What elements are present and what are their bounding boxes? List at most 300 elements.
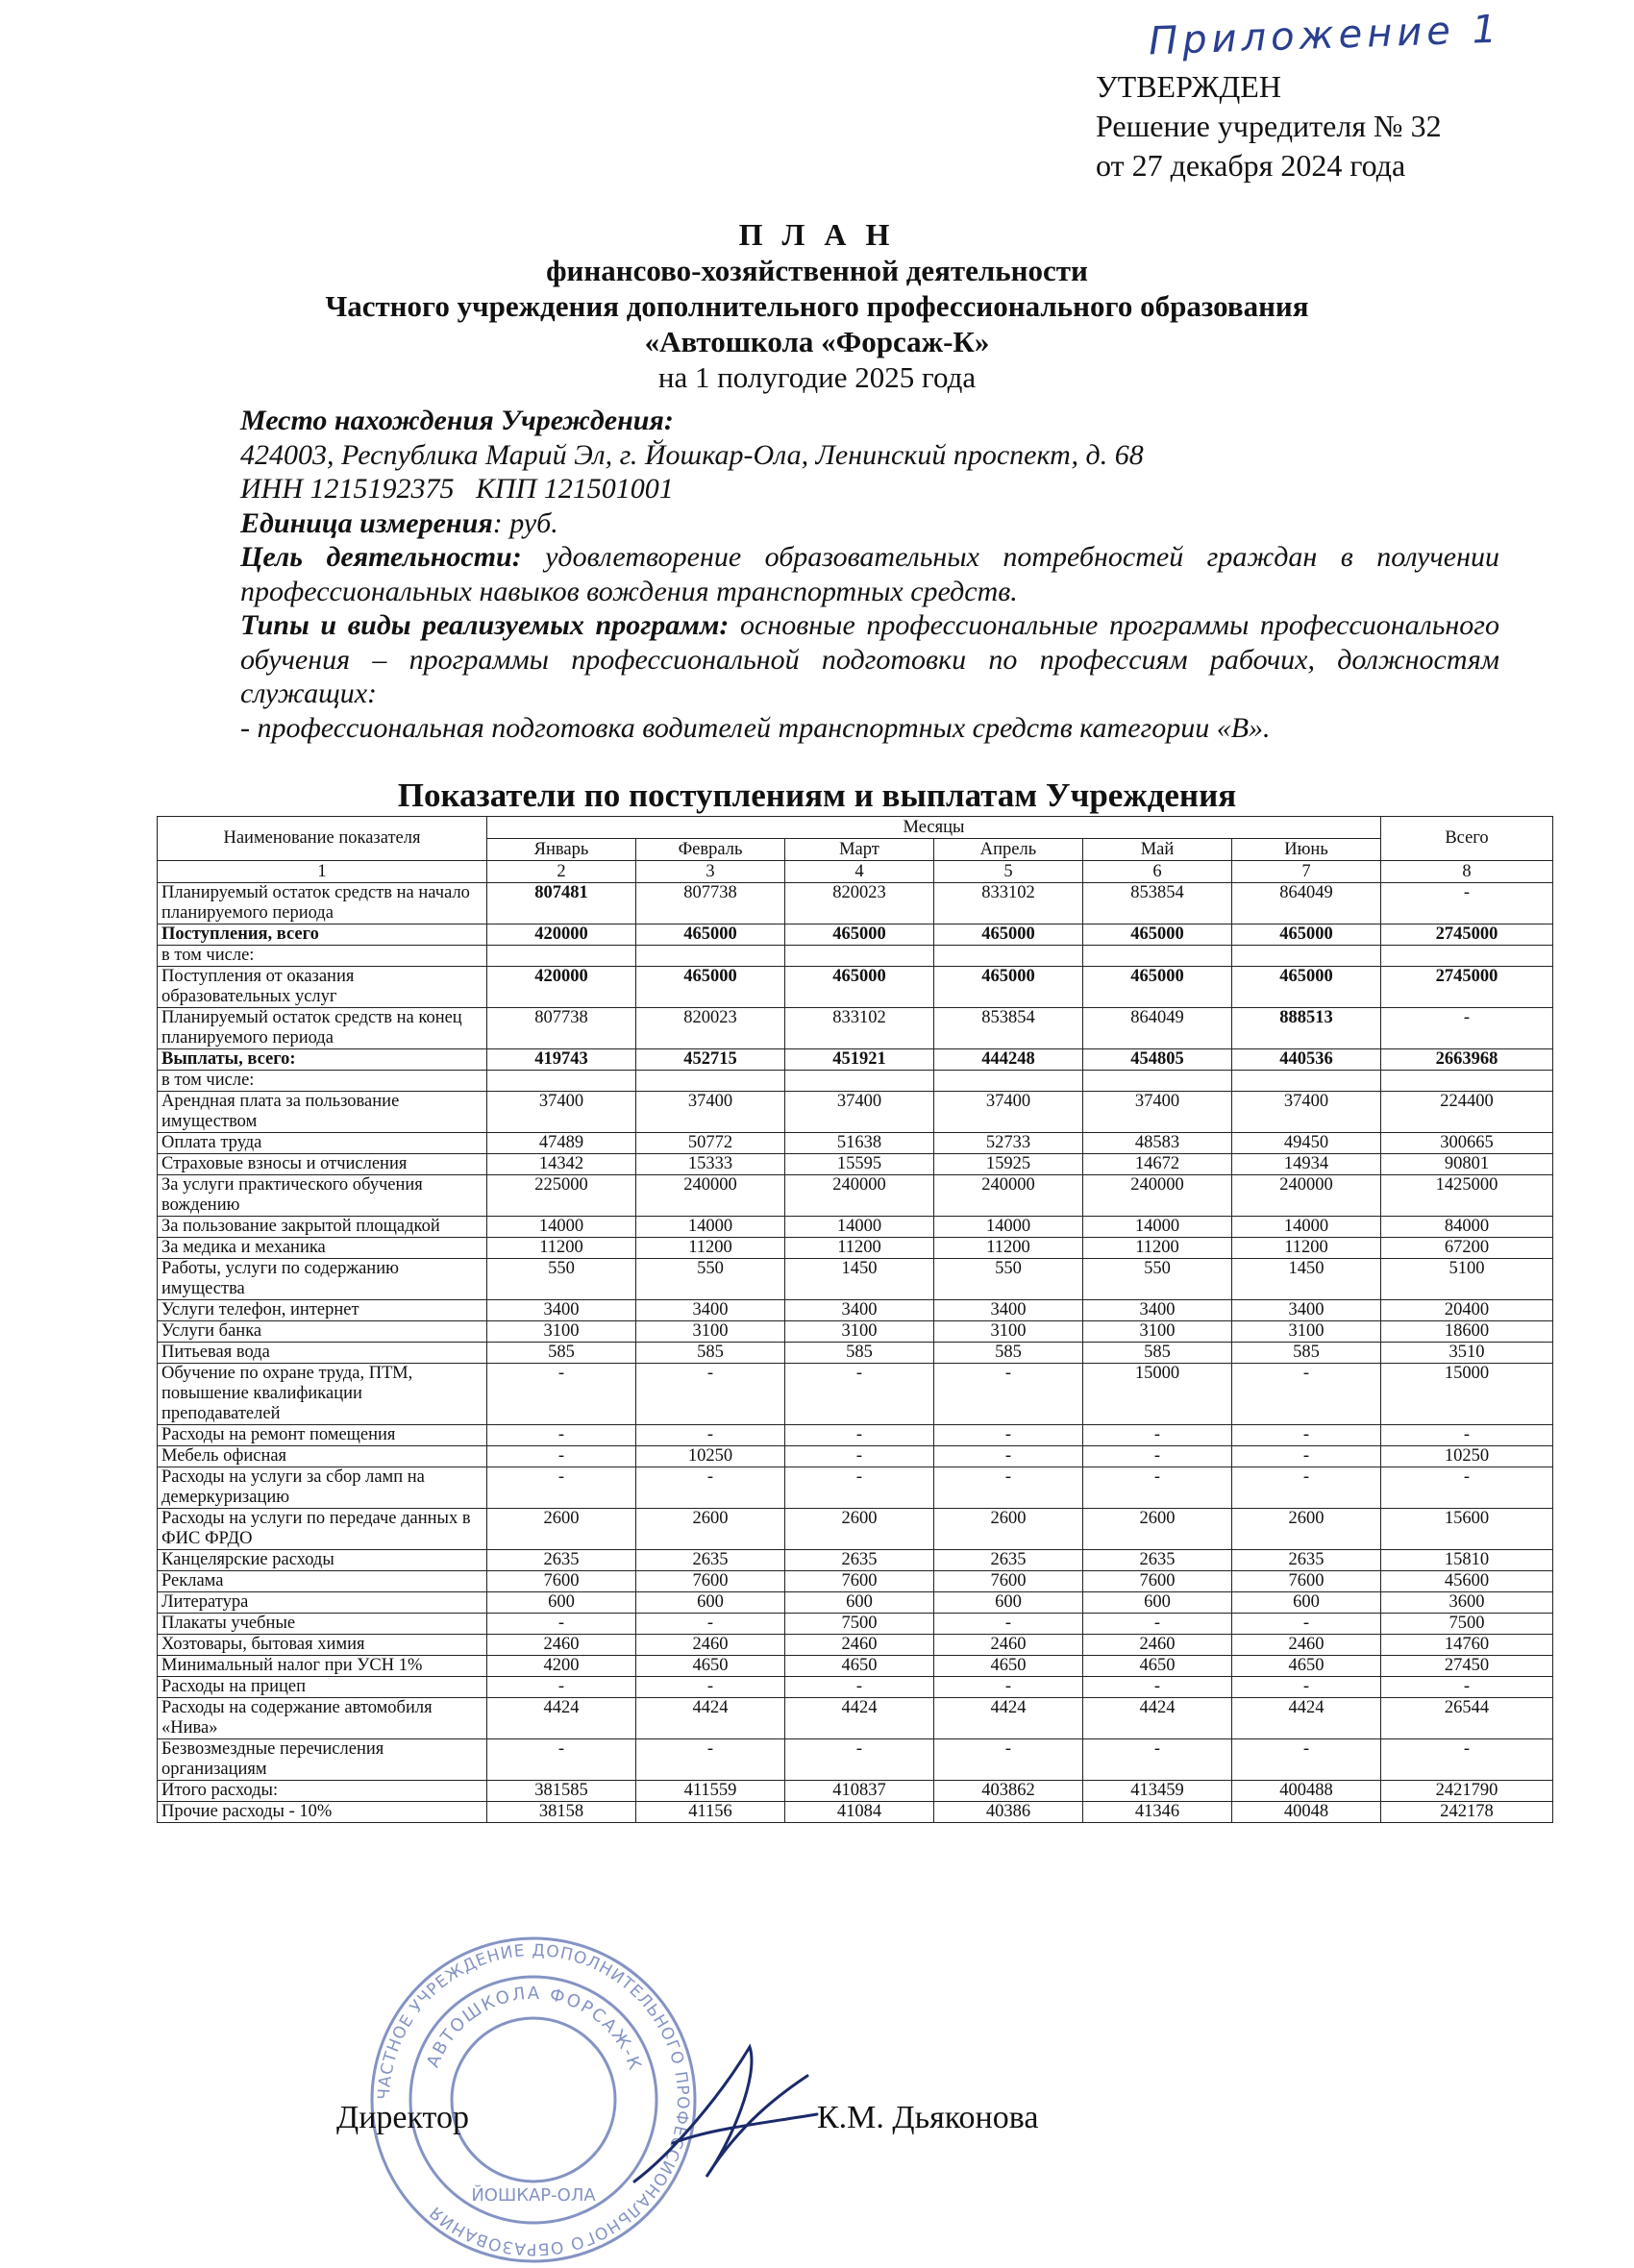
row-month-cell: -	[934, 1739, 1083, 1781]
row-month-cell: -	[1232, 1739, 1381, 1781]
table-row	[158, 1614, 1553, 1635]
table-row	[158, 1739, 1553, 1781]
row-month-cell: 600	[1083, 1592, 1232, 1614]
row-total-cell: -	[1381, 1008, 1553, 1049]
row-month-cell: 3400	[785, 1300, 934, 1321]
row-month-cell: 2635	[934, 1550, 1083, 1571]
row-month-cell	[934, 1071, 1083, 1092]
row-month-cell: 4650	[1232, 1656, 1381, 1677]
row-month-cell: -	[934, 1677, 1083, 1698]
row-month-cell: 550	[1083, 1259, 1232, 1300]
row-month-cell: 2600	[636, 1509, 785, 1550]
row-month-cell: -	[1083, 1467, 1232, 1509]
row-month-cell: -	[1083, 1425, 1232, 1446]
title-line-3: Частного учреждения дополнительного профессионального образования	[325, 289, 1309, 323]
row-month-cell: 51638	[785, 1133, 934, 1154]
row-total-cell: 26544	[1381, 1698, 1553, 1739]
row-month-cell: 7600	[487, 1571, 636, 1592]
title-line-2: финансово-хозяйственной деятельности	[546, 254, 1088, 287]
stamp-inner-text: АВТОШКОЛА ФОРСАЖ-К	[423, 1983, 646, 2075]
row-month-cell: 4650	[934, 1656, 1083, 1677]
row-month-cell: 52733	[934, 1133, 1083, 1154]
table-row	[158, 1677, 1553, 1698]
row-month-cell: 465000	[1083, 967, 1232, 1008]
row-label: Обучение по охране труда, ПТМ, повышение квалификации преподавателей	[158, 1364, 487, 1425]
row-month-cell: -	[1232, 1467, 1381, 1509]
row-month-cell: 11200	[487, 1238, 636, 1259]
row-label: Расходы на услуги за сбор ламп на демеркуризацию	[158, 1467, 487, 1509]
row-month-cell: 3400	[487, 1300, 636, 1321]
row-month-cell: 864049	[1232, 883, 1381, 924]
row-month-cell: 820023	[636, 1008, 785, 1049]
table-row	[158, 1133, 1553, 1154]
row-month-cell: 600	[934, 1592, 1083, 1614]
header-month: Июнь	[1232, 839, 1381, 861]
row-month-cell: -	[785, 1446, 934, 1467]
row-month-cell: 7600	[785, 1571, 934, 1592]
row-month-cell: 400488	[1232, 1781, 1381, 1802]
row-month-cell: 465000	[785, 924, 934, 946]
row-label: Планируемый остаток средств на начало планируемого периода	[158, 883, 487, 924]
row-month-cell: 585	[487, 1343, 636, 1364]
row-month-cell: -	[636, 1425, 785, 1446]
row-month-cell: 38158	[487, 1802, 636, 1823]
row-total-cell: 300665	[1381, 1133, 1553, 1154]
row-month-cell: -	[934, 1446, 1083, 1467]
row-month-cell: 49450	[1232, 1133, 1381, 1154]
row-month-cell: 40386	[934, 1802, 1083, 1823]
row-month-cell: 4650	[785, 1656, 934, 1677]
row-month-cell: -	[1083, 1614, 1232, 1635]
row-month-cell: -	[636, 1739, 785, 1781]
table-column-numbers-row	[158, 861, 1553, 883]
signature-scribble	[615, 2037, 827, 2191]
table-row	[158, 924, 1553, 946]
row-month-cell: 3100	[487, 1321, 636, 1343]
row-total-cell: 2421790	[1381, 1781, 1553, 1802]
row-month-cell: 11200	[636, 1238, 785, 1259]
row-month-cell: 11200	[934, 1238, 1083, 1259]
row-month-cell: 15000	[1083, 1364, 1232, 1425]
row-month-cell: 14000	[1232, 1217, 1381, 1238]
row-month-cell: 853854	[934, 1008, 1083, 1049]
row-total-cell: 3510	[1381, 1343, 1553, 1364]
row-total-cell: 90801	[1381, 1154, 1553, 1175]
row-label: Канцелярские расходы	[158, 1550, 487, 1571]
row-total-cell: -	[1381, 883, 1553, 924]
row-month-cell	[487, 946, 636, 967]
row-total-cell: 14760	[1381, 1635, 1553, 1656]
row-total-cell: 18600	[1381, 1321, 1553, 1343]
row-month-cell: 37400	[785, 1092, 934, 1133]
row-total-cell	[1381, 1071, 1553, 1092]
column-number: 2	[487, 861, 636, 883]
table-row	[158, 1259, 1553, 1300]
table-row	[158, 1092, 1553, 1133]
row-month-cell: 833102	[785, 1008, 934, 1049]
table-row	[158, 1781, 1553, 1802]
row-total-cell: 3600	[1381, 1592, 1553, 1614]
row-month-cell: -	[934, 1425, 1083, 1446]
row-total-cell: 242178	[1381, 1802, 1553, 1823]
row-month-cell: -	[934, 1614, 1083, 1635]
row-month-cell: 7600	[636, 1571, 785, 1592]
table-row	[158, 1321, 1553, 1343]
svg-text:АВТОШКОЛА ФОРСАЖ-К	[423, 1984, 645, 2074]
row-month-cell: 550	[934, 1259, 1083, 1300]
row-label: Поступления, всего	[158, 924, 487, 946]
row-total-cell: 15000	[1381, 1364, 1553, 1425]
row-month-cell: 550	[636, 1259, 785, 1300]
row-month-cell: 14934	[1232, 1154, 1381, 1175]
row-month-cell: -	[1083, 1739, 1232, 1781]
row-total-cell: 2663968	[1381, 1049, 1553, 1071]
row-month-cell: 833102	[934, 883, 1083, 924]
row-month-cell: 465000	[636, 967, 785, 1008]
row-month-cell	[785, 946, 934, 967]
row-month-cell: 465000	[636, 924, 785, 946]
row-month-cell: 240000	[1232, 1175, 1381, 1217]
row-month-cell: 15595	[785, 1154, 934, 1175]
row-month-cell: 225000	[487, 1175, 636, 1217]
row-month-cell: 2600	[1083, 1509, 1232, 1550]
table-row	[158, 1217, 1553, 1238]
row-month-cell: 1450	[1232, 1259, 1381, 1300]
row-month-cell: -	[1232, 1677, 1381, 1698]
row-total-cell: -	[1381, 1425, 1553, 1446]
row-month-cell: 37400	[636, 1092, 785, 1133]
header-month: Май	[1083, 839, 1232, 861]
row-month-cell: 2460	[785, 1635, 934, 1656]
row-month-cell: -	[487, 1614, 636, 1635]
row-label: Литература	[158, 1592, 487, 1614]
table-row	[158, 1802, 1553, 1823]
row-label: Мебель офисная	[158, 1446, 487, 1467]
header-name: Наименование показателя	[158, 817, 487, 861]
row-month-cell: 37400	[934, 1092, 1083, 1133]
row-month-cell: -	[785, 1425, 934, 1446]
row-month-cell: 4424	[1232, 1698, 1381, 1739]
row-month-cell: 3100	[785, 1321, 934, 1343]
row-month-cell: -	[636, 1467, 785, 1509]
row-month-cell: 4424	[636, 1698, 785, 1739]
row-month-cell: 2460	[1232, 1635, 1381, 1656]
row-label: За медика и механика	[158, 1238, 487, 1259]
row-month-cell: 2460	[636, 1635, 785, 1656]
stamp-outer-text: ЧАСТНОЕ УЧРЕЖДЕНИЕ ДОПОЛНИТЕЛЬНОГО ПРОФЕССИОНАЛЬНОГО ОБРАЗОВАНИЯ	[374, 1940, 693, 2259]
approval-line-2: Решение учредителя № 32	[1096, 109, 1442, 143]
row-total-cell: 2745000	[1381, 967, 1553, 1008]
row-label: Безвозмездные перечисления организациям	[158, 1739, 487, 1781]
title-line-5: на 1 полугодие 2025 года	[657, 360, 977, 394]
row-month-cell	[785, 1071, 934, 1092]
row-month-cell	[1232, 1071, 1381, 1092]
row-month-cell: -	[636, 1614, 785, 1635]
row-month-cell: 465000	[1083, 924, 1232, 946]
row-total-cell: 10250	[1381, 1446, 1553, 1467]
row-label: Услуги телефон, интернет	[158, 1300, 487, 1321]
row-month-cell: 14000	[785, 1217, 934, 1238]
row-total-cell: 5100	[1381, 1259, 1553, 1300]
row-month-cell: 410837	[785, 1781, 934, 1802]
row-label: Расходы на содержание автомобиля «Нива»	[158, 1698, 487, 1739]
row-month-cell: -	[1232, 1614, 1381, 1635]
row-total-cell: 2745000	[1381, 924, 1553, 946]
row-month-cell: 381585	[487, 1781, 636, 1802]
row-total-cell: 15600	[1381, 1509, 1553, 1550]
table-row	[158, 1008, 1553, 1049]
row-month-cell: 15333	[636, 1154, 785, 1175]
row-total-cell: -	[1381, 1467, 1553, 1509]
table-row	[158, 946, 1553, 967]
inn: ИНН 1215192375	[240, 473, 455, 505]
row-month-cell	[1083, 946, 1232, 967]
row-month-cell: 14000	[636, 1217, 785, 1238]
row-month-cell: -	[1083, 1446, 1232, 1467]
table-row	[158, 1071, 1553, 1092]
row-total-cell: 7500	[1381, 1614, 1553, 1635]
goal-label: Цель деятельности:	[240, 541, 522, 573]
row-month-cell: 3100	[1232, 1321, 1381, 1343]
row-month-cell: 2635	[487, 1550, 636, 1571]
row-month-cell: 807738	[636, 883, 785, 924]
table-row	[158, 1049, 1553, 1071]
column-number: 7	[1232, 861, 1381, 883]
row-month-cell: 550	[487, 1259, 636, 1300]
row-month-cell: 41346	[1083, 1802, 1232, 1823]
row-month-cell: 3400	[1083, 1300, 1232, 1321]
row-month-cell: 585	[934, 1343, 1083, 1364]
row-month-cell: 853854	[1083, 883, 1232, 924]
row-month-cell: 2635	[636, 1550, 785, 1571]
row-month-cell: 48583	[1083, 1133, 1232, 1154]
title-plan: П Л А Н	[738, 217, 896, 252]
row-month-cell: 14000	[1083, 1217, 1232, 1238]
row-month-cell: 451921	[785, 1049, 934, 1071]
row-label: Работы, услуги по содержанию имущества	[158, 1259, 487, 1300]
row-month-cell: 3100	[934, 1321, 1083, 1343]
row-total-cell: 1425000	[1381, 1175, 1553, 1217]
row-month-cell: 10250	[636, 1446, 785, 1467]
row-month-cell: 4424	[785, 1698, 934, 1739]
row-month-cell	[636, 946, 785, 967]
column-number: 3	[636, 861, 785, 883]
row-month-cell: 7500	[785, 1614, 934, 1635]
row-month-cell: 240000	[636, 1175, 785, 1217]
row-total-cell: 224400	[1381, 1092, 1553, 1133]
kpp: КПП 121501001	[476, 473, 674, 505]
row-month-cell: -	[636, 1364, 785, 1425]
row-month-cell: 41156	[636, 1802, 785, 1823]
table-row	[158, 1550, 1553, 1571]
table-row	[158, 1635, 1553, 1656]
row-month-cell: 864049	[1083, 1008, 1232, 1049]
row-month-cell: -	[785, 1364, 934, 1425]
table-header-row-1	[158, 817, 1553, 839]
row-month-cell: 585	[1232, 1343, 1381, 1364]
programs-item: - профессиональная подготовка водителей транспортных средств категории «В».	[240, 711, 1271, 744]
header-month: Февраль	[636, 839, 785, 861]
row-month-cell: 820023	[785, 883, 934, 924]
table-row	[158, 1592, 1553, 1614]
row-month-cell: 3400	[636, 1300, 785, 1321]
row-month-cell: 4650	[636, 1656, 785, 1677]
row-month-cell: 454805	[1083, 1049, 1232, 1071]
row-month-cell: -	[487, 1364, 636, 1425]
row-total-cell: 27450	[1381, 1656, 1553, 1677]
row-label: Плакаты учебные	[158, 1614, 487, 1635]
row-month-cell: 240000	[934, 1175, 1083, 1217]
row-label: За пользование закрытой площадкой	[158, 1217, 487, 1238]
table-row	[158, 1364, 1553, 1425]
row-label: Прочие расходы - 10%	[158, 1802, 487, 1823]
row-label: Выплаты, всего:	[158, 1049, 487, 1071]
row-month-cell: 807481	[487, 883, 636, 924]
approval-block	[1096, 67, 1442, 185]
table-row	[158, 1154, 1553, 1175]
director-title: Директор	[336, 2100, 469, 2135]
row-month-cell: 2460	[1083, 1635, 1232, 1656]
row-label: Реклама	[158, 1571, 487, 1592]
row-month-cell: 411559	[636, 1781, 785, 1802]
row-month-cell: 7600	[1232, 1571, 1381, 1592]
row-month-cell: 807738	[487, 1008, 636, 1049]
header-months: Месяцы	[487, 817, 1381, 839]
table-row	[158, 967, 1553, 1008]
row-month-cell: 11200	[785, 1238, 934, 1259]
row-month-cell: 2635	[1083, 1550, 1232, 1571]
table-row	[158, 1343, 1553, 1364]
header-total: Всего	[1381, 817, 1553, 861]
row-month-cell: 11200	[1232, 1238, 1381, 1259]
row-month-cell: 50772	[636, 1133, 785, 1154]
row-month-cell: 14342	[487, 1154, 636, 1175]
title-line-4: «Автошкола «Форсаж-К»	[644, 325, 990, 358]
row-total-cell: 20400	[1381, 1300, 1553, 1321]
row-month-cell: -	[487, 1739, 636, 1781]
row-total-cell: -	[1381, 1677, 1553, 1698]
row-month-cell: 3100	[1083, 1321, 1232, 1343]
row-month-cell: 3100	[636, 1321, 785, 1343]
location-label: Место нахождения Учреждения:	[240, 405, 674, 436]
row-month-cell: 4424	[1083, 1698, 1232, 1739]
row-month-cell: 403862	[934, 1781, 1083, 1802]
row-month-cell: 40048	[1232, 1802, 1381, 1823]
row-month-cell: 14000	[487, 1217, 636, 1238]
row-total-cell: 45600	[1381, 1571, 1553, 1592]
table-row	[158, 1698, 1553, 1739]
row-month-cell	[487, 1071, 636, 1092]
row-month-cell: 444248	[934, 1049, 1083, 1071]
row-month-cell: -	[1232, 1364, 1381, 1425]
row-month-cell: 465000	[1232, 967, 1381, 1008]
row-month-cell: 600	[1232, 1592, 1381, 1614]
row-label: За услуги практического обучения вождению	[158, 1175, 487, 1217]
table-row	[158, 1238, 1553, 1259]
financial-table	[157, 816, 1553, 1823]
row-month-cell: 3400	[934, 1300, 1083, 1321]
row-month-cell	[934, 946, 1083, 967]
row-month-cell: -	[487, 1446, 636, 1467]
row-month-cell	[1232, 946, 1381, 967]
column-number: 5	[934, 861, 1083, 883]
address: 424003, Республика Марий Эл, г. Йошкар-Ола, Ленинский проспект, д. 68	[240, 438, 1144, 471]
table-body	[158, 883, 1553, 1823]
table-row	[158, 1300, 1553, 1321]
table-row	[158, 1175, 1553, 1217]
row-month-cell: 413459	[1083, 1781, 1232, 1802]
handwritten-note: Приложение 1	[1148, 7, 1502, 64]
row-month-cell: -	[636, 1677, 785, 1698]
row-month-cell: 585	[785, 1343, 934, 1364]
row-month-cell: 7600	[1083, 1571, 1232, 1592]
row-month-cell: 2635	[785, 1550, 934, 1571]
row-label: Оплата труда	[158, 1133, 487, 1154]
row-month-cell: -	[1232, 1446, 1381, 1467]
row-month-cell: 37400	[487, 1092, 636, 1133]
row-label: в том числе:	[158, 946, 487, 967]
row-month-cell: 7600	[934, 1571, 1083, 1592]
header-month: Апрель	[934, 839, 1083, 861]
row-month-cell: -	[487, 1425, 636, 1446]
table-title: Показатели по поступлениям и выплатам Учреждения	[397, 777, 1237, 814]
row-month-cell: -	[934, 1364, 1083, 1425]
header-month: Январь	[487, 839, 636, 861]
row-month-cell: 888513	[1232, 1008, 1381, 1049]
row-label: Страховые взносы и отчисления	[158, 1154, 487, 1175]
row-total-cell: 67200	[1381, 1238, 1553, 1259]
row-month-cell: 2460	[934, 1635, 1083, 1656]
row-label: Питьевая вода	[158, 1343, 487, 1364]
table-row	[158, 1571, 1553, 1592]
unit-label: Единица измерения	[240, 506, 493, 539]
row-month-cell: 452715	[636, 1049, 785, 1071]
row-month-cell: 11200	[1083, 1238, 1232, 1259]
row-month-cell: 585	[1083, 1343, 1232, 1364]
table-row	[158, 1467, 1553, 1509]
row-month-cell: 2600	[1232, 1509, 1381, 1550]
row-label: Расходы на услуги по передаче данных в ФИС ФРДО	[158, 1509, 487, 1550]
row-label: Арендная плата за пользование имуществом	[158, 1092, 487, 1133]
row-month-cell: 419743	[487, 1049, 636, 1071]
row-month-cell: 465000	[934, 924, 1083, 946]
row-label: Планируемый остаток средств на конец планируемого периода	[158, 1008, 487, 1049]
row-month-cell: 2460	[487, 1635, 636, 1656]
table-row	[158, 1446, 1553, 1467]
row-month-cell: 465000	[785, 967, 934, 1008]
row-month-cell: 2600	[785, 1509, 934, 1550]
row-month-cell: 2600	[487, 1509, 636, 1550]
table-row	[158, 1656, 1553, 1677]
row-label: Расходы на ремонт помещения	[158, 1425, 487, 1446]
row-month-cell	[1083, 1071, 1232, 1092]
stamp-city: ЙОШКАР-ОЛА	[471, 2185, 596, 2206]
row-month-cell: 14000	[934, 1217, 1083, 1238]
row-month-cell: -	[487, 1677, 636, 1698]
programs-text: основные профессиональные программы профессионального обучения – программы профессиональной подготовки по профессиям рабочих, должностям служащих:	[240, 609, 1499, 709]
row-label: в том числе:	[158, 1071, 487, 1092]
column-number: 1	[158, 861, 487, 883]
director-name: К.М. Дьяконова	[817, 2100, 1039, 2135]
row-month-cell: 15925	[934, 1154, 1083, 1175]
row-month-cell	[636, 1071, 785, 1092]
row-month-cell: 600	[636, 1592, 785, 1614]
goal-text: удовлетворение образовательных потребностей граждан в получении профессиональных навыков вождения транспортных средств.	[240, 541, 1499, 607]
row-month-cell: 47489	[487, 1133, 636, 1154]
row-month-cell: 585	[636, 1343, 785, 1364]
row-month-cell: 1450	[785, 1259, 934, 1300]
row-month-cell: -	[785, 1467, 934, 1509]
